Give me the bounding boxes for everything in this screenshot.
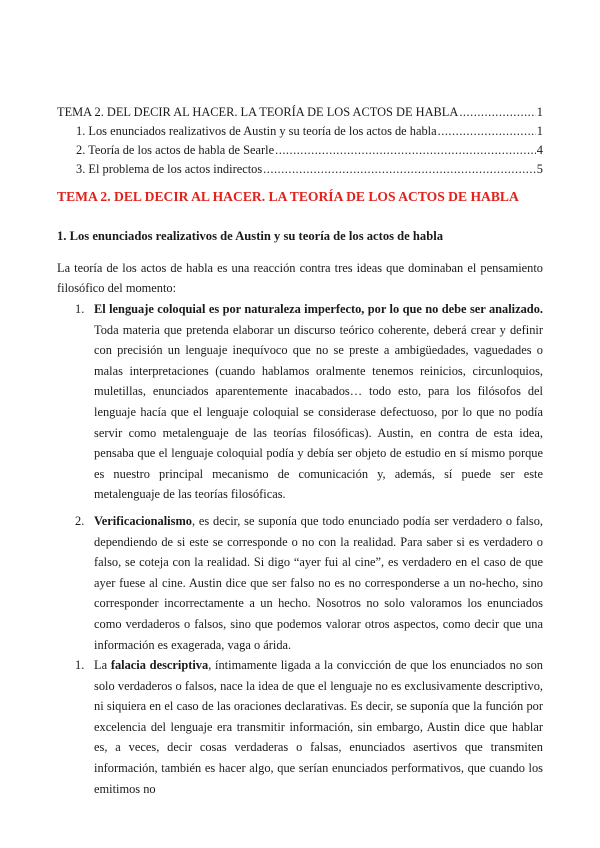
toc-leader-dots bbox=[459, 103, 535, 122]
toc-entry-text: 3. El problema de los actos indirectos bbox=[76, 162, 263, 176]
list-item bbox=[57, 299, 543, 505]
list-item-body bbox=[94, 655, 543, 799]
toc-leader-dots bbox=[263, 160, 536, 179]
toc-entry-text: 2. Teoría de los actos de habla de Searle bbox=[76, 143, 275, 157]
toc-entry-text: TEMA 2. DEL DECIR AL HACER. LA TEORÍA DE LOS ACTOS DE HABLA bbox=[57, 105, 459, 119]
toc-page-number: 4 bbox=[536, 143, 543, 157]
list-item-text: Toda materia que pretenda elaborar un discurso teórico coherente, deberá crear y definir con precisión un lenguaje inequívoco que no se preste a ambigüedades, vaguedades o malas interpretaciones (cuando hablamos oralmente tenemos reinicios, circunloquios, muletillas, enunciados aparentemente inacabados… todo esto, para los filósofos del lenguaje hacía que el lenguaje coloquial se considerase defectuoso, por lo que no podía servir como metalenguaje de las teorías filosóficas). Austin, en contra de esta idea, pensaba que el lenguaje coloquial podía y debía ser objeto de estudio en sí mismo porque es nuestro principal mecanismo de comunicación y, además, sí puede ser este metalenguaje de las teorías filosóficas. bbox=[94, 322, 543, 502]
intro-paragraph: La teoría de los actos de habla es una reacción contra tres ideas que dominaban el pensamiento filosófico del momento: bbox=[57, 261, 543, 295]
toc-entry[interactable] bbox=[57, 160, 543, 179]
toc-page-number: 5 bbox=[536, 162, 543, 176]
toc-entry[interactable] bbox=[57, 103, 543, 122]
toc-leader-dots bbox=[275, 141, 536, 160]
table-of-contents bbox=[57, 103, 543, 179]
list-item bbox=[57, 511, 543, 655]
list-item-lead: Verificacionalismo bbox=[94, 514, 192, 528]
list-item-lead: falacia descriptiva bbox=[110, 658, 209, 672]
list-number: 1. bbox=[75, 658, 85, 672]
toc-entry[interactable] bbox=[57, 122, 543, 141]
list-item bbox=[57, 655, 543, 799]
list-number: 1. bbox=[75, 302, 85, 316]
toc-page-number: 1 bbox=[536, 124, 543, 138]
chapter-heading: TEMA 2. DEL DECIR AL HACER. LA TEORÍA DE LOS ACTOS DE HABLA bbox=[57, 189, 519, 204]
toc-entry-text: 1. Los enunciados realizativos de Austin y su teoría de los actos de habla bbox=[76, 124, 437, 138]
list-item-body bbox=[94, 511, 543, 655]
toc-page-number: 1 bbox=[536, 105, 543, 119]
list-item-body bbox=[94, 299, 543, 505]
list-item-lead: El lenguaje coloquial es por naturaleza imperfecto, por lo que no debe ser analizado. bbox=[94, 302, 543, 316]
list-item-pre: La bbox=[94, 658, 111, 672]
section-heading: 1. Los enunciados realizativos de Austin y su teoría de los actos de habla bbox=[57, 229, 444, 243]
list-number: 2. bbox=[75, 514, 85, 528]
toc-entry[interactable] bbox=[57, 141, 543, 160]
list-item-text: , íntimamente ligada a la convicción de que los enunciados no son solo verdaderos o falsos, nace la idea de que el lenguaje no es exclusivamente descriptivo, ni siquiera en el caso de las oraciones declarativas. Es decir, se suponía que la función por excelencia del lenguaje era transmitir información, sin embargo, Austin dice que hablar es, a veces, decir cosas verdaderas o falsas, enunciados asertivos que transmiten información, también es hacer algo, que serían enunciados performativos, que cuando los emitimos no bbox=[94, 658, 543, 796]
list-item-text: , es decir, se suponía que todo enunciado podía ser verdadero o falso, dependiendo de si este se corresponde o no con la realidad. Para saber si es verdadero o falso, se coteja con la realidad. Si digo “ayer fui al cine”, es verdadero en el caso de que ayer fuese al cine. Austin dice que ser falso no es no corresponderse a un no-hecho, sino corresponder incorrectamente a un hecho. Nosotros no solo valoramos los enunciados como verdaderos o falsos, sino que podemos valorar otros aspectos, como decir que una información es exagerada, vaga o árida. bbox=[94, 514, 543, 652]
toc-leader-dots bbox=[438, 122, 536, 141]
